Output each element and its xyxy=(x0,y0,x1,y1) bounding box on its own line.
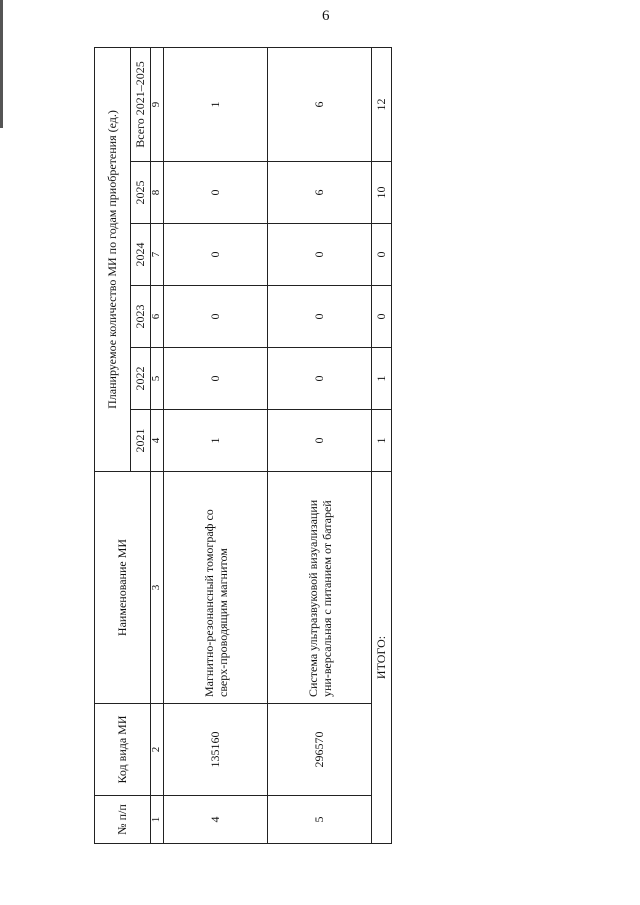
scan-edge-mark xyxy=(0,0,3,128)
table-row xyxy=(268,47,372,843)
row-value-2025: 0 xyxy=(164,162,268,224)
column-number-row xyxy=(150,47,164,843)
column-number: 2 xyxy=(150,704,164,796)
row-value-2023: 0 xyxy=(164,286,268,348)
total-value-2024: 0 xyxy=(372,224,392,286)
row-value-total: 1 xyxy=(164,47,268,161)
column-number: 7 xyxy=(150,224,164,286)
row-code: 296570 xyxy=(268,704,372,796)
procurement-table xyxy=(94,47,392,844)
column-number: 9 xyxy=(150,47,164,161)
row-num: 4 xyxy=(164,796,268,844)
row-value-2024: 0 xyxy=(164,224,268,286)
header-year-2023: 2023 xyxy=(130,286,150,348)
header-year-total: Всего 2021–2025 xyxy=(130,47,150,161)
row-value-2024: 0 xyxy=(268,224,372,286)
row-value-2021: 1 xyxy=(164,410,268,472)
page-number: 6 xyxy=(322,8,330,24)
row-value-2021: 0 xyxy=(268,410,372,472)
row-value-2022: 0 xyxy=(164,348,268,410)
header-name: Наименование МИ xyxy=(95,472,151,704)
header-planned: Планируемое количество МИ по годам приобретения (ед.) xyxy=(95,47,131,471)
row-value-total: 6 xyxy=(268,47,372,161)
row-value-2025: 6 xyxy=(268,162,372,224)
total-value-2023: 0 xyxy=(372,286,392,348)
header-code: Код вида МИ xyxy=(95,704,151,796)
column-number: 4 xyxy=(150,410,164,472)
total-value-2025: 10 xyxy=(372,162,392,224)
column-number: 3 xyxy=(150,472,164,704)
column-number: 8 xyxy=(150,162,164,224)
header-row xyxy=(95,47,131,843)
total-value-2021: 1 xyxy=(372,410,392,472)
row-code: 135160 xyxy=(164,704,268,796)
rotated-table-container xyxy=(94,48,392,844)
total-value-2022: 1 xyxy=(372,348,392,410)
row-value-2022: 0 xyxy=(268,348,372,410)
row-num: 5 xyxy=(268,796,372,844)
total-value-all: 12 xyxy=(372,47,392,161)
table-row xyxy=(164,47,268,843)
header-year-2024: 2024 xyxy=(130,224,150,286)
header-num: № п/п xyxy=(95,796,151,844)
row-value-2023: 0 xyxy=(268,286,372,348)
column-number: 5 xyxy=(150,348,164,410)
column-number: 1 xyxy=(150,796,164,844)
total-label: ИТОГО: xyxy=(372,472,392,844)
total-row xyxy=(372,47,392,843)
column-number: 6 xyxy=(150,286,164,348)
header-year-2021: 2021 xyxy=(130,410,150,472)
header-year-2022: 2022 xyxy=(130,348,150,410)
row-name: Система ультразвуковой визуализации уни-версальная с питанием от батарей xyxy=(268,472,372,704)
header-year-2025: 2025 xyxy=(130,162,150,224)
row-name: Магнитно-резонансный томограф со сверх-проводящим магнитом xyxy=(164,472,268,704)
rotated-table-frame xyxy=(94,48,392,844)
